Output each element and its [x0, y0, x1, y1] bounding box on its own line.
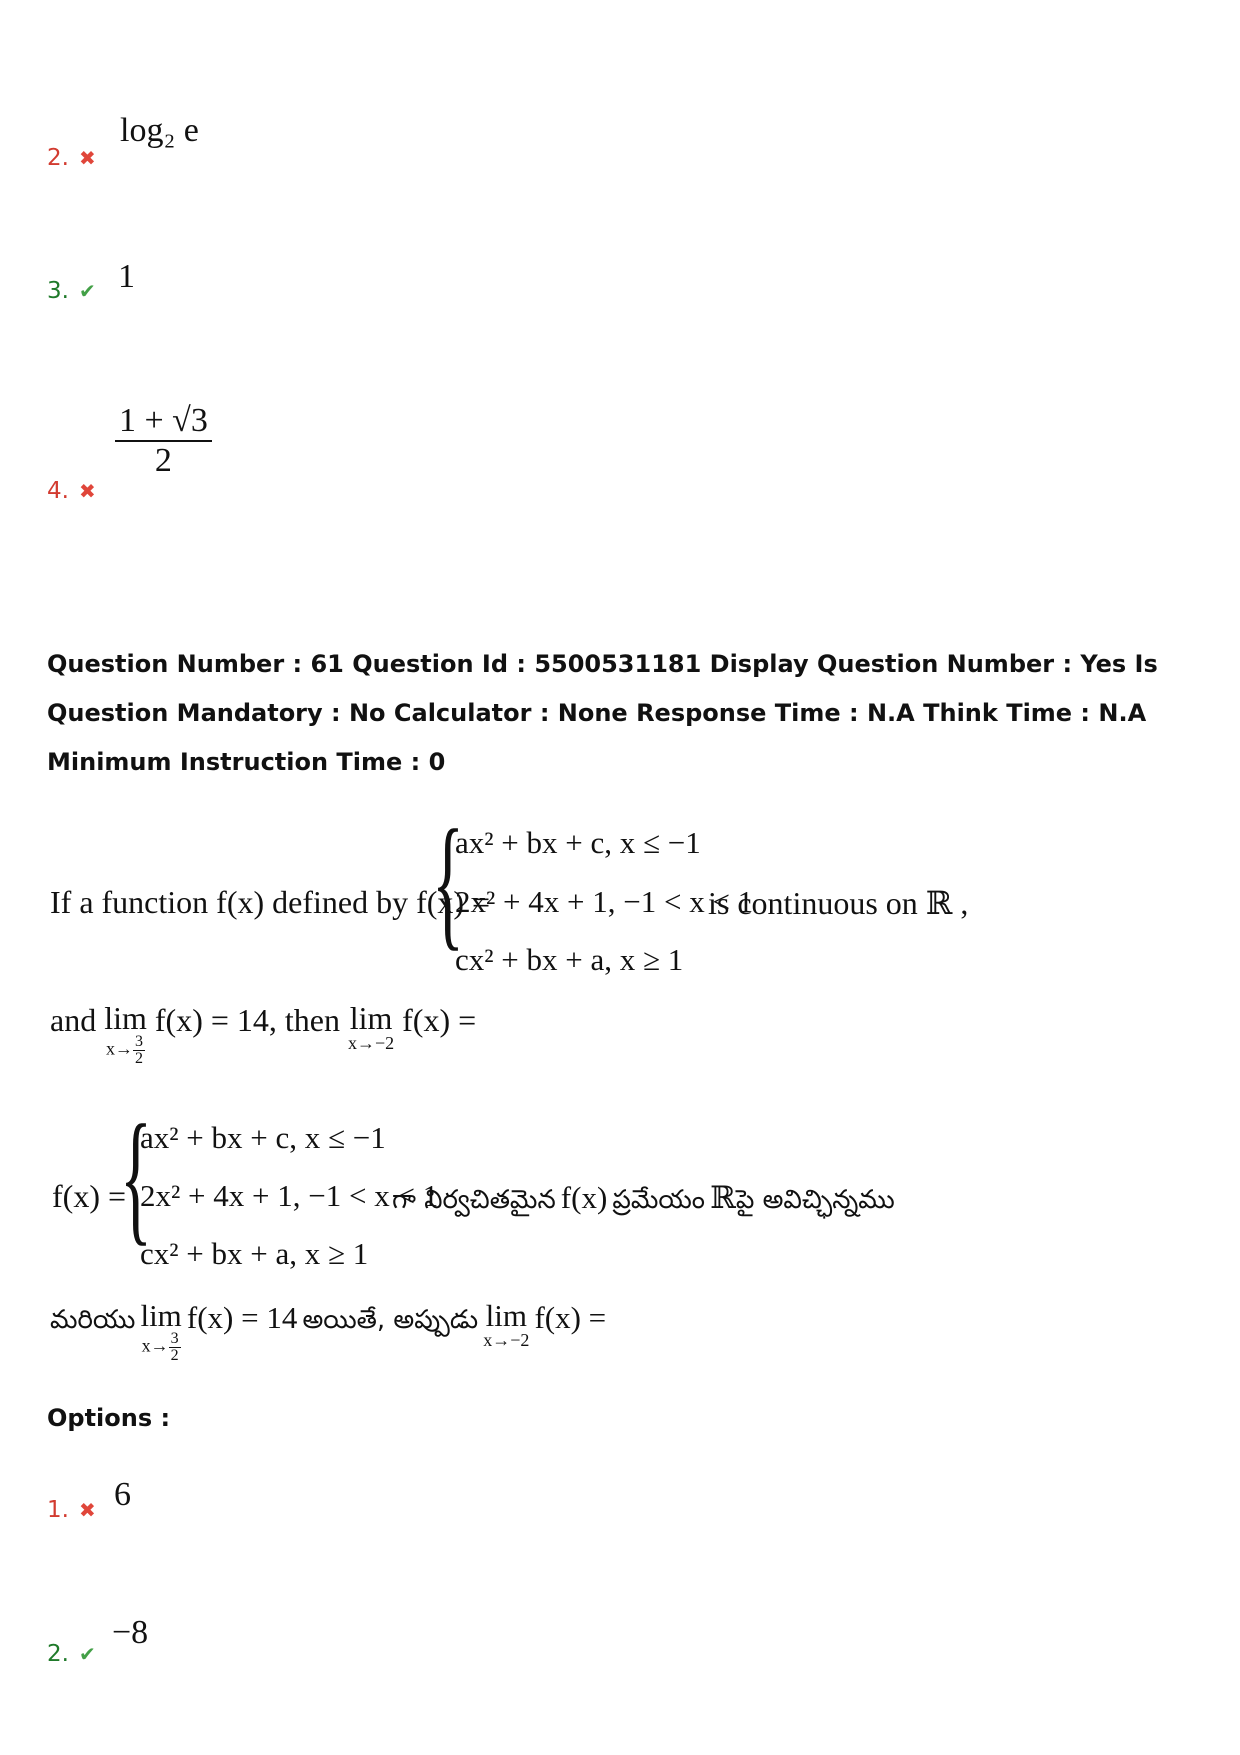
limit-line-en [50, 1002, 476, 1067]
lim-arrow: x→ [106, 1038, 134, 1059]
sub-frac-den: 2 [135, 1050, 144, 1067]
prev-option-4-fraction [115, 402, 212, 480]
question-intro-te: f(x) = [52, 1178, 127, 1214]
option-number: 1. [47, 1497, 69, 1523]
case-2-te: 2x² + 4x + 1, −1 < x < 1 [140, 1178, 439, 1213]
limit-subscript: x→−2 [347, 1033, 395, 1053]
prev-option-2 [47, 145, 96, 171]
limit-2-en [348, 1002, 394, 1052]
wrong-mark-icon: ✖ [78, 146, 96, 170]
limit-1-expr: f(x) = 14, then [154, 1002, 340, 1038]
prev-option-4 [47, 478, 96, 504]
question-suffix-te [392, 1180, 895, 1221]
check-mark-icon: ✔ [78, 1642, 96, 1666]
case-3-te: cx² + bx + a, x ≥ 1 [140, 1236, 369, 1271]
lim-arrow: x→ [141, 1335, 169, 1356]
wrong-mark-icon: ✖ [78, 1498, 96, 1522]
brace-te: { [120, 1095, 152, 1259]
question-suffix-en: is continuous on ℝ , [708, 885, 969, 921]
question-meta: Question Number : 61 Question Id : 5500531181 Display Question Number : Yes Is Question Mandatory : No Calculator : None Response Time : N.A Think Time : N.A Minimum Instruction Time : 0 [47, 650, 1158, 776]
telugu-text: మరియు [50, 1305, 136, 1335]
option-1 [47, 1497, 96, 1523]
telugu-text: అయితే, అప్పుడు [302, 1305, 479, 1335]
fraction-denominator: 2 [154, 442, 172, 479]
sub-frac-num: 3 [170, 1330, 179, 1347]
option-1-value: 6 [114, 1476, 131, 1513]
option-number: 2. [47, 145, 69, 171]
limit-2-te [483, 1300, 529, 1349]
prev-option-2-value: log₂ e [120, 112, 199, 149]
sub-frac-den: 2 [170, 1347, 179, 1364]
case-2-en: 2x² + 4x + 1, −1 < x < 1 [455, 884, 754, 919]
options-label: Options : [47, 1404, 171, 1432]
fraction-numerator: 1 + √3 [115, 402, 212, 442]
lim-label: lim [104, 1000, 147, 1036]
lim-label: lim [140, 1298, 182, 1333]
fx-text: f(x) [560, 1180, 608, 1215]
telugu-text: గా నిర్వచితమైన [392, 1185, 556, 1215]
prev-option-3 [47, 278, 96, 304]
option-2 [47, 1641, 96, 1667]
limit-1-en [104, 1002, 147, 1067]
check-mark-icon: ✔ [78, 279, 96, 303]
limit-2-expr: f(x) = [534, 1300, 607, 1335]
telugu-text: ప్రమేయం [612, 1185, 705, 1215]
option-2-value: −8 [112, 1614, 149, 1651]
lim-label: lim [485, 1298, 527, 1333]
brace-en: { [432, 800, 464, 964]
limit-1-expr: f(x) = 14 [186, 1300, 298, 1335]
reals-symbol: ℝ [710, 1180, 736, 1215]
lim-label: lim [349, 1000, 393, 1036]
limit-subscript [140, 1331, 181, 1364]
limit-2-expr: f(x) = [402, 1002, 477, 1038]
prev-option-3-value: 1 [118, 258, 135, 295]
case-3-en: cx² + bx + a, x ≥ 1 [455, 942, 684, 977]
wrong-mark-icon: ✖ [78, 479, 96, 503]
sub-frac-num: 3 [135, 1033, 144, 1050]
option-number: 2. [47, 1641, 69, 1667]
case-1-en: ax² + bx + c, x ≤ −1 [455, 825, 701, 860]
option-number: 3. [47, 278, 69, 304]
question-intro-en: If a function f(x) defined by f(x) = [50, 884, 491, 920]
limit-subscript [104, 1034, 147, 1067]
case-1-te: ax² + bx + c, x ≤ −1 [140, 1120, 386, 1155]
limit-subscript: x→−2 [483, 1330, 530, 1350]
telugu-text: పై అవిచ్ఛిన్నము [735, 1185, 895, 1215]
option-number: 4. [47, 478, 69, 504]
limit-line-te [50, 1300, 606, 1364]
and-text: and [50, 1002, 97, 1038]
limit-1-te [140, 1300, 181, 1364]
